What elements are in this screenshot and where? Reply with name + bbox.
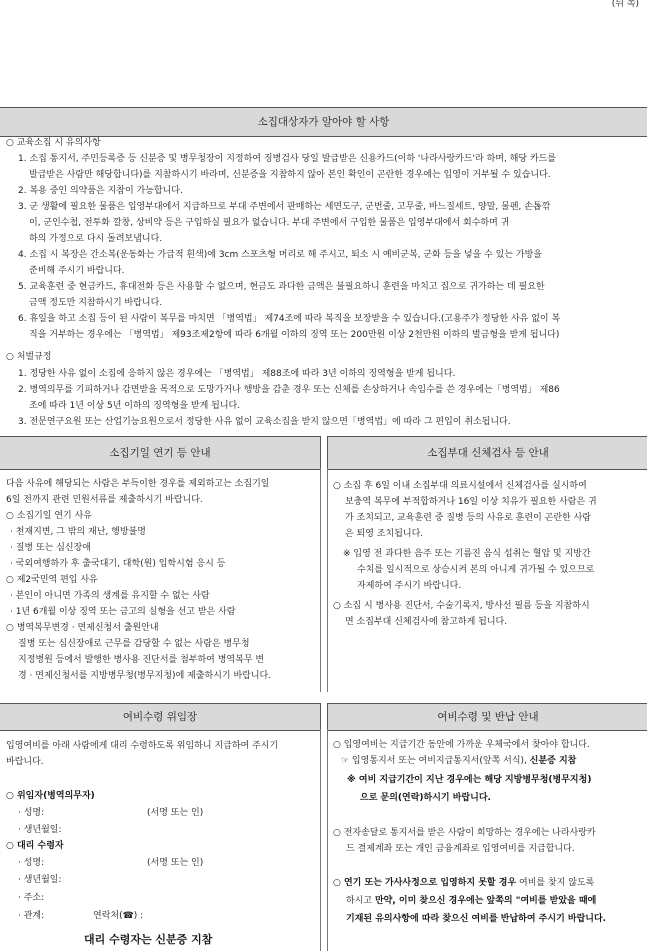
postpone-line: ○ 병역복무변경 · 면제신청서 출원안내	[6, 623, 159, 633]
travel-line-bold: 신분증 지참	[529, 756, 577, 766]
education-line: 이, 군인수첩, 전투화 깔창, 상비약 등은 구입하실 필요가 없습니다. 부대 주변에서 구입한 물품은 입영부대에서 회수하며 귀	[29, 218, 510, 228]
column-divider	[327, 468, 328, 692]
delegation-intro: 입영여비를 아래 사람에게 대리 수령하도록 위임하니 지급하여 주시기	[6, 741, 279, 751]
penalty-line: 1. 정당한 사유 없이 소집에 응하지 않은 경우에는 「병역법」 제88조에 따라 3년 이하의 징역형을 받게 됩니다.	[18, 369, 456, 379]
education-line: 4. 소집 시 복장은 간소복(운동화는 가급적 흰색)에 3cm 스포츠형 머리로 해 주시고, 퇴소 시 예비군복, 군화 등을 넣을 수 있는 가방을	[18, 250, 542, 260]
delegator-title: ○ 위임자(병역의무자)	[6, 791, 95, 801]
page-side-mark: (뒤 쪽)	[611, 0, 639, 9]
agent-address-label: · 주소:	[18, 893, 45, 903]
travel-line-text: 여비를 찾지 않도록	[516, 878, 595, 888]
notice-header	[0, 107, 647, 137]
postpone-title: 소집기일 연기 등 안내	[109, 447, 211, 459]
travel-line-bold: 만약, 이미 찾으신 경우에는 앞쪽의 "여비를 받았을 때에	[374, 896, 597, 906]
travel-line: 으로 문의(연락)하시기 바랍니다.	[360, 793, 491, 803]
travel-line: 드 결제계좌 또는 개인 금융계좌로 입영여비를 지급합니다.	[346, 844, 575, 854]
physical-line: ○ 소집 후 6일 이내 소집부대 의료시설에서 신체검사를 실시하여	[333, 481, 587, 491]
physical-line: ○ 소집 시 병사용 진단서, 수술기록지, 방사선 필름 등을 지참하시	[333, 601, 590, 611]
physical-line: 자제하여 주시기 바랍니다.	[357, 581, 462, 591]
travel-line	[341, 753, 576, 769]
agent-contact-label: 연락처(☎) :	[93, 911, 144, 921]
travel-line-bold: ○ 연기 또는 가사사정으로 입영하지 못할 경우	[333, 878, 517, 888]
agent-sign-label: (서명 또는 인)	[147, 858, 204, 868]
delegation-intro: 바랍니다.	[6, 757, 44, 767]
travel-line: ○ 전자송달로 통지서를 받은 사람이 희망하는 경우에는 나라사랑카	[333, 828, 596, 838]
postpone-line: 다음 사유에 해당되는 사람은 부득이한 경우를 제외하고는 소집기일	[6, 479, 270, 489]
education-line: 1. 소집 통지서, 주민등록증 등 신분증 및 병무청장이 지정하여 징병검사 당일 발급받은 신용카드(이하 '나라사랑카드'라 하며, 해당 카드를	[18, 154, 557, 164]
postpone-line: · 질병 또는 심신장애	[10, 543, 91, 553]
postpone-line: 지정병원 등에서 발행한 병사용 진단서를 첨부하여 병역복무 변	[18, 655, 265, 665]
education-line: 3. 군 생활에 필요한 물품은 입영부대에서 지급하므로 부대 주변에서 판매하는 세면도구, 군번줄, 고무줄, 바느질세트, 양말, 물펜, 손톱깎	[18, 202, 551, 212]
travel-line: 기재된 유의사항에 따라 찾으신 여비를 반납하여 주시기 바랍니다.	[346, 914, 607, 924]
agent-name-label: · 성명:	[18, 858, 45, 868]
travel-line	[333, 875, 594, 891]
education-line: 발급받은 사람만 해당합니다)를 지참하시기 바라며, 신분증을 지참하지 않아 본인 확인이 곤란한 경우에는 입영이 거부될 수 있습니다.	[29, 170, 551, 180]
column-divider	[320, 729, 321, 951]
penalty-title: ○ 처벌규정	[6, 352, 52, 362]
travel-line: ○ 입영여비는 지급기간 동안에 가까운 우체국에서 찾아야 합니다.	[333, 740, 590, 750]
delegation-header	[0, 703, 321, 731]
delegator-name-label: · 성명:	[18, 808, 45, 818]
delegation-title: 여비수령 위임장	[122, 711, 198, 723]
penalty-line: 3. 전문연구요원 또는 산업기능요원으로서 정당한 사유 없이 교육소집을 받지 않으면「병역법」에 따라 그 편입이 취소됩니다.	[18, 417, 511, 427]
delegator-sign-label: (서명 또는 인)	[147, 808, 204, 818]
notice-title: 소집대상자가 알아야 할 사항	[257, 116, 390, 128]
postpone-line: 질병 또는 심신장애로 근무를 감당할 수 없는 사람은 병무청	[18, 639, 250, 649]
physical-line: 보충역 복무에 부적합하거나 16일 이상 치유가 필요한 사람은 귀	[345, 497, 597, 507]
education-line: 6. 휴일을 하고 소집 등이 된 사람이 복무를 마치면 「병역법」 제74조에 따라 복직을 보장받을 수 있습니다.(고용주가 정당한 사유 없이 복	[18, 314, 561, 324]
physical-line: 면 소집부대 신체검사에 참고하게 됩니다.	[345, 617, 508, 627]
physical-line: 가 조치되고, 교육훈련 중 질병 등의 사유로 훈련이 곤란한 사람	[345, 513, 591, 523]
delegator-birth-label: · 생년월일:	[18, 825, 62, 835]
penalty-line: 2. 병역의무를 기피하거나 감면받을 목적으로 도망가거나 행방을 감춘 경우 또는 신체를 손상하거나 속임수를 쓴 경우에는「병역법」 제86	[18, 385, 560, 395]
physical-line: 수치를 일시적으로 상승시켜 본의 아니게 귀가될 수 있으므로	[357, 565, 595, 575]
travel-line-text: ☞ 입영통지서 또는 여비지급통지서(앞쪽 서식),	[341, 756, 530, 766]
physical-line: 은 퇴영 조치됩니다.	[345, 529, 424, 539]
agent-birth-label: · 생년월일:	[18, 875, 62, 885]
postpone-line: ○ 소집기일 연기 사유	[6, 511, 92, 521]
travel-line: ※ 여비 지급기간이 지난 경우에는 해당 지방병무청(병무지청)	[347, 775, 592, 785]
postpone-line: · 천재지변, 그 밖의 재난, 행방불명	[10, 527, 146, 537]
penalty-line: 조에 따라 1년 이상 5년 이하의 징역형을 받게 됩니다.	[29, 401, 241, 411]
education-title: ○ 교육소집 시 유의사항	[6, 138, 101, 148]
delegation-footer: 대리 수령자는 신분증 지참	[84, 933, 213, 946]
travel-title: 여비수령 및 반납 안내	[437, 711, 539, 723]
travel-line	[346, 893, 596, 909]
education-line: 2. 복용 중인 의약품은 지참이 가능합니다.	[18, 186, 183, 196]
postpone-header	[0, 436, 321, 470]
travel-header	[327, 703, 647, 731]
education-line: 직을 거부하는 경우에는 「병역법」 제93조제2항에 따라 6개월 이하의 징역 또는 200만원 이상 2천만원 이하의 벌금형을 받게 됩니다)	[29, 330, 560, 340]
postpone-line: ○ 제2국민역 편입 사유	[6, 575, 98, 585]
education-line: 금액 정도만 지참하시기 바랍니다.	[29, 298, 163, 308]
education-line: 하의 가정으로 다시 돌려보냅니다.	[29, 234, 163, 244]
physical-header	[327, 436, 647, 470]
physical-title: 소집부대 신체검사 등 안내	[427, 447, 549, 459]
education-line: 준비해 주시기 바랍니다.	[29, 266, 125, 276]
postpone-line: · 국외여행하가 후 출국대기, 대학(원) 입학시험 응시 등	[10, 559, 226, 569]
physical-line: ※ 입영 전 과다한 음주 또는 기름진 음식 섭취는 혈압 및 지방간	[343, 549, 591, 559]
travel-line-text: 하시고	[346, 896, 375, 906]
postpone-line: 경 · 면제신청서를 지방병무청(병무지청)에 제출하시기 바랍니다.	[18, 671, 272, 681]
column-divider	[320, 468, 321, 692]
postpone-line: · 1년 6개월 이상 징역 또는 금고의 실형을 선고 받은 사람	[10, 607, 236, 617]
postpone-line: 6일 전까지 관련 민원서류를 제출하시기 바랍니다.	[6, 495, 203, 505]
column-divider	[327, 729, 328, 951]
education-line: 5. 교육훈련 중 현금카드, 휴대전화 등은 사용할 수 없으며, 현금도 과다한 금액은 불필요하니 훈련을 마치고 집으로 귀가하는 데 필요한	[18, 282, 545, 292]
agent-title: ○ 대리 수령자	[6, 841, 64, 851]
postpone-line: · 본인이 아니면 가족의 생계를 유지할 수 없는 사람	[10, 591, 210, 601]
agent-relation-label: · 관계:	[18, 911, 45, 921]
